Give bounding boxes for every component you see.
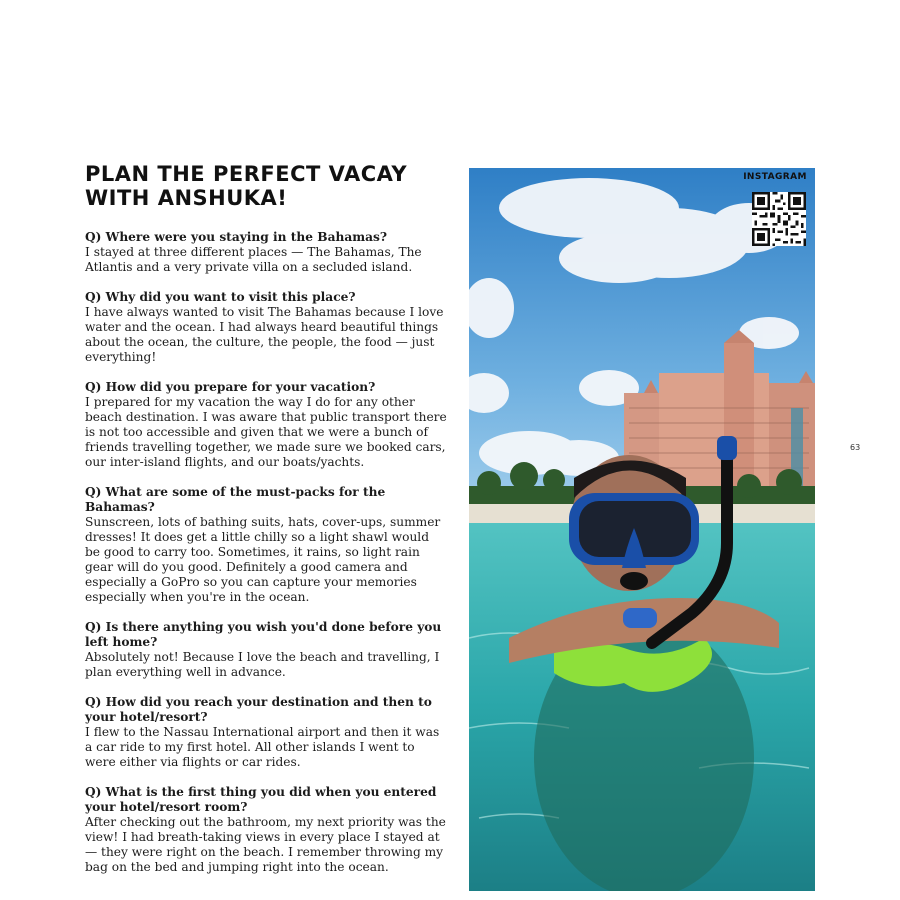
qa-item xyxy=(85,485,447,605)
qa-list xyxy=(85,230,447,890)
question: Q) How did you prepare for your vacation? xyxy=(85,380,376,394)
qa-item xyxy=(85,380,447,470)
answer: Sunscreen, lots of bathing suits, hats, cover-ups, summer dresses! It does get a little chilly so a light shawl would be good to carry too. Sometimes, it rains, so light rain gear will do you good. Definitely a good camera and especially a GoPro so you can capture your memories especially when you're in the ocean. xyxy=(85,515,441,604)
answer: After checking out the bathroom, my next priority was the view! I had breath-taking views in every place I stayed at — they were right on the beach. I remember throwing my bag on the bed and jumping right into the ocean. xyxy=(85,815,446,874)
answer: I have always wanted to visit The Bahamas because I love water and the ocean. I had always heard beautiful things about the ocean, the culture, the people, the food — just everything! xyxy=(85,305,444,364)
qa-item xyxy=(85,620,447,680)
question: Q) Where were you staying in the Bahamas? xyxy=(85,230,388,244)
question: Q) How did you reach your destination and then to your hotel/resort? xyxy=(85,695,432,724)
answer: I prepared for my vacation the way I do for any other beach destination. I was aware that public transport there is not too accessible and given that we were a bunch of friends travelling together, we made sure we booked cars, our inter-island flights, and our boats/yachts. xyxy=(85,395,447,469)
qa-item xyxy=(85,290,447,365)
qa-item xyxy=(85,785,447,875)
snorkel-photo xyxy=(469,168,815,891)
question: Q) What is the first thing you did when you entered your hotel/resort room? xyxy=(85,785,437,814)
article-title: PLAN THE PERFECT VACAY WITH ANSHUKA! xyxy=(85,162,408,210)
qa-item xyxy=(85,230,447,275)
qa-item xyxy=(85,695,447,770)
question: Q) Why did you want to visit this place? xyxy=(85,290,356,304)
question: Q) What are some of the must-packs for the Bahamas? xyxy=(85,485,386,514)
answer: I flew to the Nassau International airport and then it was a car ride to my first hotel. All other islands I went to were either via flights or car rides. xyxy=(85,725,440,769)
answer: I stayed at three different places — The Bahamas, The Atlantis and a very private villa on a secluded island. xyxy=(85,245,422,274)
page-number: 63 xyxy=(850,443,861,452)
answer: Absolutely not! Because I love the beach and travelling, I plan everything well in advance. xyxy=(85,650,440,679)
qr-code[interactable] xyxy=(752,192,806,246)
instagram-label: INSTAGRAM xyxy=(743,172,807,182)
question: Q) Is there anything you wish you'd done before you left home? xyxy=(85,620,442,649)
